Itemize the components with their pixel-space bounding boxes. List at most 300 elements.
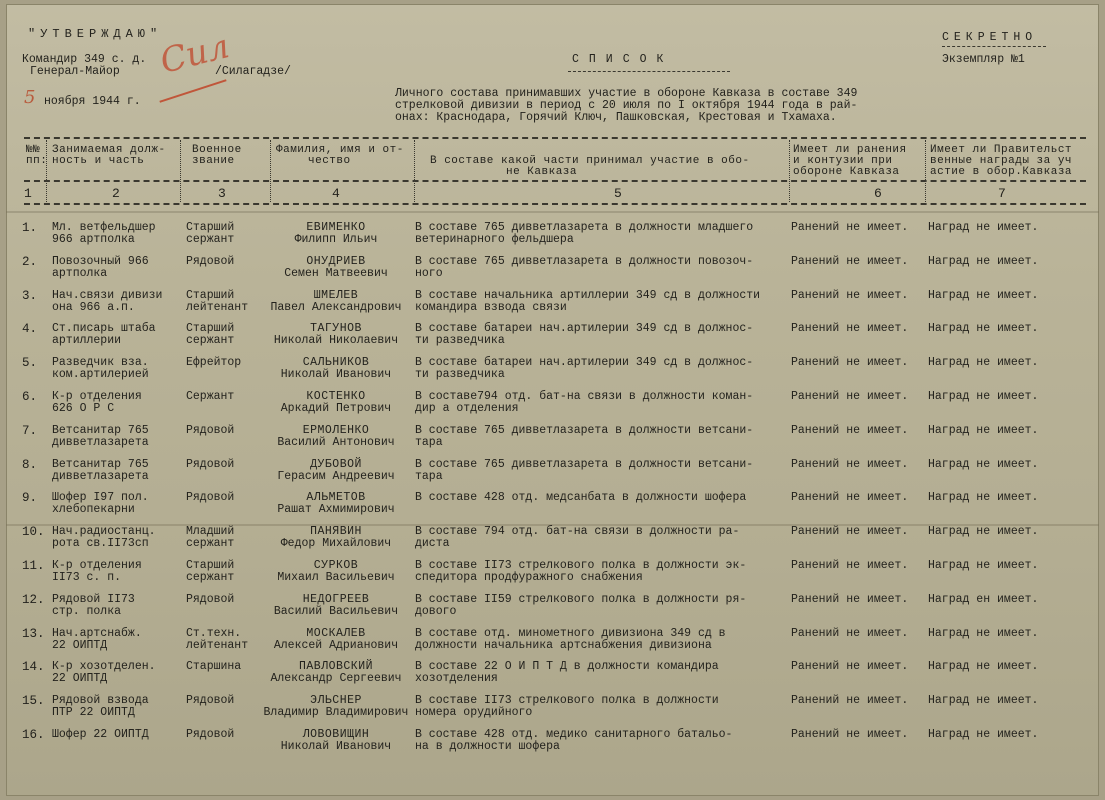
row-position-line: 966 артполка [52, 233, 135, 246]
row-unit [415, 290, 760, 314]
secrecy-underline [942, 46, 1046, 47]
row-wounds [791, 526, 908, 538]
row-wounds-line: Ранений не имеет. [791, 660, 909, 673]
row-number-line: 10. [22, 525, 45, 539]
row-unit-line: дового [415, 605, 457, 618]
row-rank-line: сержант [186, 334, 235, 347]
row-unit [415, 459, 753, 483]
row-rank-line: Старший [186, 559, 235, 572]
row-position-line: Шофер I97 пол. [52, 491, 149, 504]
row-position-line: Ст.писарь штаба [52, 322, 156, 335]
row-number-line: 4. [22, 322, 38, 336]
row-number [22, 222, 37, 234]
row-wounds [791, 560, 908, 572]
row-rank [186, 425, 234, 437]
row-surname: ЕВИМЕНКО [306, 221, 366, 234]
row-unit-line: В составе 765 дивветлазарета в должности ветсани- [415, 458, 754, 471]
row-unit [415, 729, 732, 753]
row-surname: ЭЛЬСНЕР [310, 694, 362, 707]
row-surname: КОСТЕНКО [306, 390, 366, 403]
row-unit-line: ти разведчика [415, 334, 505, 347]
row-unit [415, 594, 746, 618]
row-name [260, 526, 412, 550]
col-number: 5 [614, 186, 622, 201]
row-rank [186, 695, 234, 707]
row-given-names: Александр Сергеевич [270, 672, 402, 685]
row-number-line: 7. [22, 424, 38, 438]
row-awards [928, 391, 1038, 403]
row-position-line: Нач.радиостанц. [52, 525, 156, 538]
row-position-line: К-р хозотделен. [52, 660, 156, 673]
row-rank [186, 526, 234, 550]
col-number: 6 [874, 186, 882, 201]
row-surname: ТАГУНОВ [310, 322, 362, 335]
row-rank [186, 290, 248, 314]
row-rank-line: Рядовой [186, 728, 235, 741]
row-position-line: Нач.артснабж. [52, 627, 142, 640]
row-position-line: дивветлазарета [52, 470, 149, 483]
row-awards-line: Наград не имеет. [928, 255, 1039, 268]
row-name [260, 222, 412, 246]
row-awards [928, 695, 1038, 707]
row-surname: ПАНЯВИН [310, 525, 362, 538]
row-unit-line: В составе II73 стрелкового полка в должности эк- [415, 559, 747, 572]
row-rank [186, 256, 234, 268]
header-name: Фамилия, имя и от- чество [276, 144, 404, 167]
row-surname: ДУБОВОЙ [310, 458, 362, 471]
row-unit-line: номера орудийного [415, 706, 533, 719]
row-position [52, 357, 149, 381]
row-rank [186, 357, 241, 369]
row-surname: ШМЕЛЕВ [313, 289, 359, 302]
row-position-line: Повозочный 966 [52, 255, 149, 268]
row-rank-line: Сержант [186, 390, 235, 403]
column-separator [925, 140, 926, 202]
row-surname: ОНУДРИЕВ [306, 255, 366, 268]
row-unit-line: дир а отделения [415, 402, 519, 415]
row-number [22, 729, 45, 741]
row-number-line: 13. [22, 627, 45, 641]
row-awards-line: Наград не имеет. [928, 525, 1039, 538]
row-awards [928, 256, 1038, 268]
row-position-line: К-р отделения [52, 559, 142, 572]
row-number [22, 459, 37, 471]
row-position-line: Нач.связи дивизи [52, 289, 163, 302]
row-awards [928, 357, 1038, 369]
row-wounds [791, 492, 908, 504]
row-position [52, 492, 149, 516]
row-position-line: артиллерии [52, 334, 122, 347]
row-unit [415, 526, 739, 550]
row-position [52, 290, 162, 314]
row-name [260, 628, 412, 652]
row-position-line: Ветсанитар 765 [52, 424, 149, 437]
row-unit-line: должности начальника артснабжения дивизиона [415, 639, 712, 652]
row-rank-line: сержант [186, 537, 235, 550]
row-unit-line: В составе начальника артиллерии 349 сд в должности [415, 289, 761, 302]
row-position-line: Рядовой II73 [52, 593, 135, 606]
row-unit-line: В составе 22 О И П Т Д в должности командира [415, 660, 719, 673]
row-awards [928, 526, 1038, 538]
row-unit-line: тара [415, 470, 443, 483]
row-wounds-line: Ранений не имеет. [791, 221, 909, 234]
row-given-names: Федор Михайлович [280, 537, 392, 550]
secrecy-label: СЕКРЕТНО [942, 31, 1038, 44]
row-awards [928, 729, 1038, 741]
row-rank-line: Старшина [186, 660, 242, 673]
row-number-line: 9. [22, 491, 38, 505]
approval-day: 5 [24, 87, 36, 108]
row-unit [415, 492, 746, 504]
row-rank [186, 459, 234, 471]
row-number-line: 3. [22, 289, 38, 303]
row-number-line: 15. [22, 694, 45, 708]
row-unit-line: диста [415, 537, 450, 550]
row-unit-line: В составе 428 отд. медсанбата в должности шофера [415, 491, 747, 504]
approval-name: /Силагадзе/ [215, 65, 291, 78]
row-unit-line: В составе батареи нач.артилерии 349 сд в должнос- [415, 322, 754, 335]
row-position [52, 729, 149, 741]
row-unit [415, 560, 746, 584]
row-number-line: 1. [22, 221, 38, 235]
row-unit-line: В составе отд. минометного дивизиона 349 сд в [415, 627, 726, 640]
row-awards-line: Наград не имеет. [928, 694, 1039, 707]
row-unit-line: В составе 765 дивветлазарета в должности повозоч- [415, 255, 754, 268]
row-awards-line: Наград ен имеет. [928, 593, 1039, 606]
row-position-line: хлебопекарни [52, 503, 135, 516]
row-position-line: она 966 а.п. [52, 301, 135, 314]
row-number [22, 628, 45, 640]
row-wounds [791, 729, 908, 741]
row-unit-line: В составе794 отд. бат-на связи в должности коман- [415, 390, 754, 403]
column-separator [180, 140, 181, 202]
row-position [52, 695, 149, 719]
row-wounds [791, 628, 908, 640]
row-wounds-line: Ранений не имеет. [791, 289, 909, 302]
row-rank-line: Рядовой [186, 491, 235, 504]
row-rank-line: Рядовой [186, 255, 235, 268]
row-awards [928, 290, 1038, 302]
row-position [52, 628, 142, 652]
row-surname: САЛЬНИКОВ [302, 356, 370, 369]
row-wounds-line: Ранений не имеет. [791, 491, 909, 504]
row-awards-line: Наград не имеет. [928, 289, 1039, 302]
row-awards-line: Наград не имеет. [928, 390, 1039, 403]
row-given-names: Алексей Адрианович [273, 639, 399, 652]
row-number [22, 290, 37, 302]
row-number-line: 6. [22, 390, 38, 404]
row-position [52, 222, 156, 246]
row-wounds [791, 256, 908, 268]
row-unit [415, 425, 753, 449]
row-unit-line: В составе II73 стрелкового полка в должности [415, 694, 719, 707]
row-awards [928, 492, 1038, 504]
row-given-names: Василий Васильевич [273, 605, 399, 618]
row-position-line: Разведчик вза. [52, 356, 149, 369]
row-rank-line: лейтенант [186, 639, 249, 652]
row-unit-line: В составе батареи нач.артилерии 349 сд в должнос- [415, 356, 754, 369]
row-wounds [791, 425, 908, 437]
row-surname: НЕДОГРЕЕВ [302, 593, 370, 606]
row-name [260, 357, 412, 381]
row-awards [928, 560, 1038, 572]
row-position [52, 391, 142, 415]
row-wounds-line: Ранений не имеет. [791, 458, 909, 471]
row-awards-line: Наград не имеет. [928, 627, 1039, 640]
row-number-line: 8. [22, 458, 38, 472]
row-wounds-line: Ранений не имеет. [791, 694, 909, 707]
row-rank [186, 661, 241, 673]
row-given-names: Герасим Андреевич [277, 470, 395, 483]
row-rank-line: Рядовой [186, 694, 235, 707]
row-wounds-line: Ранений не имеет. [791, 390, 909, 403]
row-number [22, 560, 45, 572]
row-number-line: 5. [22, 356, 38, 370]
commander-signature: Сил [156, 26, 234, 82]
row-rank-line: Рядовой [186, 424, 235, 437]
col-number: 3 [218, 186, 226, 201]
row-given-names: Николай Иванович [280, 740, 392, 753]
row-wounds [791, 459, 908, 471]
row-number [22, 594, 45, 606]
row-rank-line: Рядовой [186, 458, 235, 471]
row-wounds [791, 695, 908, 707]
row-given-names: Рашат Ахмимирович [277, 503, 395, 516]
approval-commander: Командир 349 с. д. [22, 53, 147, 66]
row-position-line: 22 ОИПТД [52, 639, 108, 652]
row-rank-line: Старший [186, 221, 235, 234]
header-wounds: Имеет ли ранения и контузии при обороне Кавказа [793, 144, 907, 178]
row-given-names: Павел Александрович [270, 301, 402, 314]
copy-number: Экземпляр №1 [942, 53, 1025, 66]
row-name [260, 560, 412, 584]
header-unit: В составе какой части принимал участие в обо- не Кавказа [430, 155, 750, 178]
row-number [22, 526, 45, 538]
row-awards [928, 628, 1038, 640]
row-name [260, 290, 412, 314]
row-wounds-line: Ранений не имеет. [791, 525, 909, 538]
page-title: СПИСОК [572, 53, 674, 66]
row-wounds-line: Ранений не имеет. [791, 559, 909, 572]
row-position [52, 526, 156, 550]
row-wounds [791, 391, 908, 403]
row-unit [415, 695, 719, 719]
row-wounds-line: Ранений не имеет. [791, 728, 909, 741]
row-name [260, 729, 412, 753]
row-number-line: 16. [22, 728, 45, 742]
row-awards [928, 459, 1038, 471]
row-given-names: Василий Антонович [277, 436, 395, 449]
row-given-names: Николай Иванович [280, 368, 392, 381]
table-top-rule [24, 137, 1086, 139]
row-surname: ЛОВОВИЩИН [302, 728, 370, 741]
row-rank-line: Старший [186, 322, 235, 335]
row-rank-line: лейтенант [186, 301, 249, 314]
title-line-2: стрелковой дивизии в период с 20 июля по I октября 1944 года в рай- [395, 99, 858, 112]
row-unit [415, 391, 753, 415]
approval-date: ноября 1944 г. [44, 95, 141, 108]
row-rank [186, 560, 234, 584]
title-line-3: онах: Краснодара, Горячий Ключ, Пашковская, Крестовая и Тхамаха. [395, 111, 837, 124]
col-number: 7 [998, 186, 1006, 201]
row-rank-line: Младший [186, 525, 235, 538]
row-position [52, 256, 149, 280]
row-surname: МОСКАЛЕВ [306, 627, 366, 640]
row-wounds-line: Ранений не имеет. [791, 255, 909, 268]
row-unit-line: тара [415, 436, 443, 449]
row-awards-line: Наград не имеет. [928, 491, 1039, 504]
row-position [52, 425, 149, 449]
row-given-names: Аркадий Петрович [280, 402, 392, 415]
row-rank-line: сержант [186, 571, 235, 584]
row-rank [186, 594, 234, 606]
header-position: Занимаемая долж- ность и часть [52, 144, 166, 167]
row-position-line: стр. полка [52, 605, 122, 618]
row-wounds [791, 661, 908, 673]
row-awards-line: Наград не имеет. [928, 322, 1039, 335]
header-rank: Военное звание [192, 144, 242, 167]
row-number [22, 695, 45, 707]
row-awards-line: Наград не имеет. [928, 458, 1039, 471]
col-number: 1 [24, 186, 32, 201]
row-number-line: 12. [22, 593, 45, 607]
row-awards [928, 222, 1038, 234]
row-awards-line: Наград не имеет. [928, 424, 1039, 437]
row-awards-line: Наград не имеет. [928, 660, 1039, 673]
row-awards [928, 594, 1038, 606]
row-rank [186, 729, 234, 741]
row-name [260, 695, 412, 719]
title-line-1: Личного состава принимавших участие в обороне Кавказа в составе 349 [395, 87, 858, 100]
row-position-line: Рядовой взвода [52, 694, 149, 707]
row-rank-line: Ефрейтор [186, 356, 242, 369]
row-awards [928, 425, 1038, 437]
row-wounds [791, 323, 908, 335]
row-surname: СУРКОВ [313, 559, 359, 572]
numbers-bottom-rule [24, 203, 1086, 205]
row-wounds [791, 222, 908, 234]
approval-stamp: "УТВЕРЖДАЮ" [28, 27, 163, 41]
row-wounds-line: Ранений не имеет. [791, 356, 909, 369]
row-rank-line: сержант [186, 233, 235, 246]
row-position [52, 459, 149, 483]
fold-line [6, 211, 1099, 213]
row-rank [186, 222, 234, 246]
row-position-line: К-р отделения [52, 390, 142, 403]
row-position [52, 560, 142, 584]
row-unit-line: на в должности шофера [415, 740, 560, 753]
row-wounds-line: Ранений не имеет. [791, 627, 909, 640]
row-surname: ПАВЛОВСКИЙ [298, 660, 373, 673]
row-surname: ЕРМОЛЕНКО [302, 424, 370, 437]
header-num: №№ пп: [26, 144, 48, 167]
row-unit-line: ти разведчика [415, 368, 505, 381]
row-name [260, 492, 412, 516]
row-awards [928, 661, 1038, 673]
row-unit-line: В составе 794 отд. бат-на связи в должности ра- [415, 525, 740, 538]
row-given-names: Михаил Васильевич [277, 571, 395, 584]
row-number-line: 14. [22, 660, 45, 674]
row-wounds [791, 357, 908, 369]
row-wounds-line: Ранений не имеет. [791, 424, 909, 437]
row-awards-line: Наград не имеет. [928, 728, 1039, 741]
column-separator [414, 140, 415, 202]
row-position-line: Шофер 22 ОИПТД [52, 728, 149, 741]
row-rank-line: Рядовой [186, 593, 235, 606]
row-number [22, 492, 37, 504]
row-awards [928, 323, 1038, 335]
row-given-names: Николай Николаевич [273, 334, 399, 347]
row-name [260, 661, 412, 685]
row-wounds-line: Ранений не имеет. [791, 322, 909, 335]
col-number: 2 [112, 186, 120, 201]
row-name [260, 256, 412, 280]
row-given-names: Семен Матвеевич [284, 267, 388, 280]
row-rank-line: Старший [186, 289, 235, 302]
col-number: 4 [332, 186, 340, 201]
row-position [52, 594, 135, 618]
row-name [260, 425, 412, 449]
header-bottom-rule [24, 180, 1086, 182]
row-unit-line: В составе 765 дивветлазарета в должности младшего [415, 221, 754, 234]
row-position-line: ПТР 22 ОИПТД [52, 706, 135, 719]
row-number [22, 425, 37, 437]
row-awards-line: Наград не имеет. [928, 559, 1039, 572]
row-awards-line: Наград не имеет. [928, 221, 1039, 234]
row-name [260, 459, 412, 483]
row-position-line: ком.артилерией [52, 368, 149, 381]
row-unit-line: командира взвода связи [415, 301, 567, 314]
row-position-line: II73 с. п. [52, 571, 122, 584]
row-name [260, 323, 412, 347]
row-name [260, 391, 412, 415]
row-rank [186, 323, 234, 347]
row-number-line: 11. [22, 559, 45, 573]
row-number [22, 391, 37, 403]
column-separator [270, 140, 271, 202]
row-number [22, 357, 37, 369]
row-wounds [791, 594, 908, 606]
row-unit-line: В составе 765 дивветлазарета в должности ветсани- [415, 424, 754, 437]
row-unit-line: хозотделения [415, 672, 498, 685]
row-wounds-line: Ранений не имеет. [791, 593, 909, 606]
row-position-line: дивветлазарета [52, 436, 149, 449]
row-unit-line: спедитора продфуражного снабжения [415, 571, 643, 584]
row-number [22, 256, 37, 268]
row-position-line: артполка [52, 267, 108, 280]
row-given-names: Владимир Владимирович [263, 706, 409, 719]
row-position-line: 626 О Р С [52, 402, 115, 415]
row-unit-line: ного [415, 267, 443, 280]
row-unit-line: В составе II59 стрелкового полка в должности ря- [415, 593, 747, 606]
row-wounds [791, 290, 908, 302]
column-separator [789, 140, 790, 202]
row-given-names: Филипп Ильич [294, 233, 378, 246]
row-unit-line: ветеринарного фельдшера [415, 233, 574, 246]
row-position-line: 22 ОИПТД [52, 672, 108, 685]
row-unit-line: В составе 428 отд. медико санитарного батальо- [415, 728, 733, 741]
row-unit [415, 628, 726, 652]
row-position-line: Мл. ветфельдшер [52, 221, 156, 234]
row-rank [186, 492, 234, 504]
row-unit [415, 357, 753, 381]
row-name [260, 594, 412, 618]
row-number [22, 323, 37, 335]
row-position-line: рота св.II73сп [52, 537, 149, 550]
title-underline [568, 71, 730, 72]
row-awards-line: Наград не имеет. [928, 356, 1039, 369]
row-unit [415, 222, 753, 246]
